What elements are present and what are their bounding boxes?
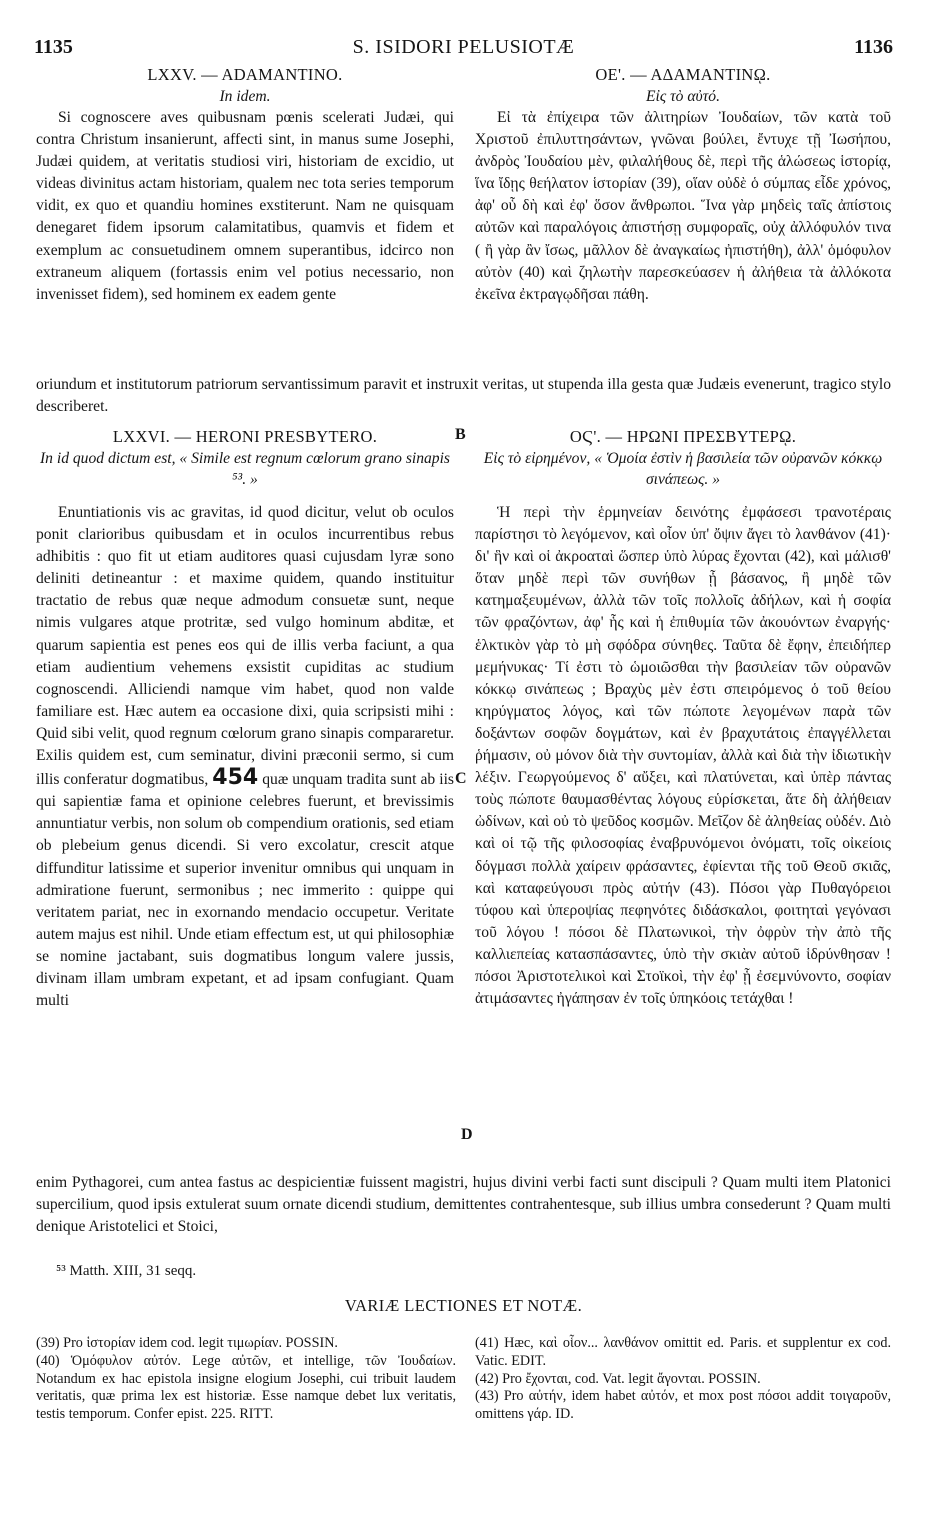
greek-column-upper (475, 64, 891, 306)
latin-column-lower (36, 426, 454, 1012)
letter-os-subtitle: Εἰς τὸ εἰρημένον, « Ὁμοία ἐστὶν ἡ βασιλεία τῶν οὐρανῶν κόκκῳ σινάπεως. » (483, 450, 883, 488)
margin-letter-b: B (455, 426, 466, 443)
note-43: (43) Pro αὐτήν, idem habet αὐτόν, et mox post πόσοι addit τοιγαροῦν, omittens γάρ. ID. (475, 1388, 891, 1423)
letter-lxxvi-title: LXXVI. — HERONI PRESBYTERO. (112, 427, 378, 446)
page-number-left: 1135 (34, 36, 73, 58)
letter-lxxv-latin-text: Si cognoscere aves quibusnam pœnis scelerati Judæi, qui contra Christum insanierunt, affecti sint, in manus sume Josephi, Judæi quidem, at veritatis studiosi viri, historiam de excidio, ut videas divinitus actam historiam, qualem nec tota series temporum vidit, ex quo et quandiu homines exstiterunt. Nam ne quisquam denegaret fidem ipsorum calamitatibus, quamvis et fidem et exemplum ac consuetudinem omnem superantibus, idcirco non extraneum aliquem (fortassis enim vel potius necessario, non invenisset fidem), sed hominem ex eadem gente (36, 109, 454, 303)
latin-text-part-b: quæ unquam tradita sunt ab iis qui sapientiæ fama et opinione celebres fuerunt, et brevissimis annuntiatur verbis, non solum ob compendium orationis, sed etiam ob plebeium genus dicendi. Si vero excolatur, crescit atque diffunditur latissime et superior invenitur omnibus qui unquam in admiratione fuerunt, sermonibus ; nec immerito : quippe qui veritatem pariat, nec in exornando mendacio occupetur. Veritate autem majus est nihil. Unde etiam effectum est, ut qui philosophiæ se nomine jactabant, suis dogmatibus longum valere jussis, divinam illam umbram expetant, et ad ipsam confugiant. Quam multi (36, 771, 454, 1010)
letter-lxxvi-subtitle: In id quod dictum est, « Simile est regnum cœlorum grano sinapis ⁵³. » (39, 450, 451, 488)
running-title: S. ISIDORI PELUSIOTÆ (352, 36, 575, 58)
note-41: (41) Hæc, καὶ οἷον... λανθάνον omittit ed. Paris. et supplentur ex cod. Vatic. EDIT. (475, 1335, 891, 1369)
letter-os-greek-text: Ἡ περὶ τὴν ἑρμηνείαν δεινότης ἐμφάσεσι τρανοτέραις παρίστησι τὸ λεγόμενον, καὶ οἷον ὑπ' ὄψιν ἄγει τὸ λανθάνον (41)· δι' ἣν καὶ οἱ ἀκροαταὶ ὥσπερ ὑπὸ λύρας ἔχονται (42), καὶ μάλισθ' ὅταν μηδὲ περὶ τῶν συνήθων ᾖ βάσανος, ἢ μηδὲ τῶν κατημαξευμένων, ἀλλὰ τῶν τοῖς πολλοῖς ἀδήλων, καὶ ἡ σοφία τῶν φραζόντων, ἀφ' ἧς καὶ ἡ ἐπιθυμία τῶν ἀκουόντων ἐναργής· ἑλκτικὸν γὰρ τὸ μὴ σφόδρα σύνηθες. Ταῦτα δὲ ἔφην, ἐπειδήπερ μεμήνυκας· Τί ἐστι τὸ ὡμοιῶσθαι τὴν βασιλείαν τῶν οὐρανῶν κόκκῳ σινάπεως ; Βραχὺς μὲν ἐστι σπειρόμενος ὁ τοῦ θείου κηρύγματος λόγος, καὶ τῶν πώποτε λεγομένων παρὰ τῶν δοξάντων σοφῶν δογμάτων, καὶ ἐν βραχυτάτοις ἐπαγγέλλεται ῥήμασιν, οὐ μόνον διὰ τὴν συντομίαν, ἀλλὰ καὶ διὰ τὴν ἰδιωτικὴν λέξιν. Γεωργούμενος δ' αὔξει, καὶ πλατύνεται, καὶ ὑπὲρ πάντας τοὺς πώποτε θαυμασθέντας λόγους εὑρίσκεται, ἅτε δὴ ἀλήθειαν ὠδίνων, καὶ οὐ τὸ ψεῦδος κοσμῶν. Μεῖζον δὲ ἀληθείας οὐδέν. Διὸ καὶ οἱ τῷ τῆς φιλοσοφίας ἐναβρυνόμενοι ὀνόματι, τοῖς οἰκείοις δόγμασι πολλὰ χαίρειν φράσαντες, ἐφίενται τῆς τοῦ Θεοῦ σκιᾶς, καὶ καταφεύγουσι πρὸς αὐτήν (43). Πόσοι γὰρ Πυθαγόρειοι τύφου καὶ ὑπεροψίας πεφηνότες διδάσκαλοι, φοιτηταὶ γεγόνασι τοῦ λόγου ! πόσοι δὲ Πλατωνικοὶ, τὴν ὀφρὺν τὴν ἀπὸ τῆς καλλιεπείας κατασπάσαντες, ὑπὸ τὴν σκιὰν αὐτοῦ ἱδρύνθησαν ! πόσοι Ἀριστοτελικοὶ καὶ Στοϊκοὶ, τὴν ἐφ' ᾗ ἐσεμνύνοντο, σοφίαν ἀτιμάσαντες ἠγάπησαν ἐν τοῖς ὑπηκόοις τετάχθαι ! (475, 504, 891, 1008)
full-width-continuation-2: enim Pythagorei, cum antea fastus ac despicientiæ fuissent magistri, hujus divini verbi facti sunt discipuli ? Quam multi item Platonici supercilium, quod ipsis extulerat suum ornate dicendi studium, demittentes contrahentesque, sub illius umbra consederunt ? Quam multi denique Aristotelici et Stoici, (36, 1174, 891, 1236)
notes-column-right (475, 1335, 891, 1424)
note-40: (40) Ὁμόφυλον αὐτόν. Lege αὐτῶν, et intellige, τῶν Ἰουδαίων. Notandum ex hac epistola insigne elogium Josephi, cui tribuit laudem veritatis, quæ prima lex est historiæ. Esse namque debet lux veritatis, testis temporum. Confer epist. 225. RITT. (36, 1352, 456, 1423)
letter-lxxv-subtitle: In idem. (219, 88, 271, 105)
note-42: (42) Pro ἔχονται, cod. Vat. legit ἄγονται. POSSIN. (475, 1370, 761, 1387)
letter-lxxv-title: LXXV. — ADAMANTINO. (147, 65, 343, 84)
latin-text-part-a: Enuntiationis vis ac gravitas, id quod dicitur, velut ob oculos ponit clarioribus quibusdam et in oculos incurrentibus rebus adhibitis : quo fit ut etiam auditores quasi cujusdam lyræ sono deliniti detineantur : et maxime quidem, quando instituitur tractatio de rebus quæ neque admodum consuetæ sunt, neque nimis vulgares atque protritæ, sed vulgo hominum abditæ, et quarum sapientia est penes eos qui de illis verba faciunt, a qua etiam audientium vehemens exsistit cupiditas ac studium cognoscendi. Alliciendi namque vim habet, quod non valde familiare est. Hæc autem ea occasione dixi, quia scripsisti mihi : Quid sibi velit, quod regnum cœlorum grano sinapis compararetur. Exilis quidem est, cum seminatur, divini præconii sermo, si cum illis conferatur dogmatibus, (36, 504, 454, 789)
margin-letter-d: D (461, 1126, 473, 1143)
margin-letter-c: C (455, 770, 467, 787)
footnote: ⁵³ Matth. XIII, 31 seqq. (56, 1263, 197, 1279)
notes-column-left (36, 1335, 456, 1424)
letter-lxxvi-latin-text (36, 502, 454, 1012)
latin-column-upper (36, 64, 454, 306)
page-header (34, 36, 893, 62)
greek-column-lower (475, 426, 891, 1010)
letter-oe-title: ΟΕ'. — ΑΔΑΜΑΝΤΙΝῼ. (595, 65, 771, 84)
notes-title: VARIÆ LECTIONES ET NOTÆ. (344, 1296, 583, 1315)
note-39: (39) Pro ἱστορίαν idem cod. legit τιμωρίαν. POSSIN. (36, 1335, 338, 1351)
letter-oe-subtitle: Εἰς τὸ αὐτό. (646, 88, 720, 105)
inline-page-number: 454 (212, 765, 259, 791)
full-width-continuation-1: oriundum et institutorum patriorum servantissimum paravit et instruxit veritas, ut stupenda illa gesta quæ Judæis evenerunt, tragico stylo describeret. (36, 376, 891, 416)
page-number-right: 1136 (854, 36, 893, 58)
letter-oe-greek-text: Εἰ τὰ ἐπίχειρα τῶν ἀλιτηρίων Ἰουδαίων, τῶν κατὰ τοῦ Χριστοῦ ἐπιλυττησάντων, γνῶναι βούλει, ἔντυχε τῇ Ἰωσήπου, ἀνδρὸς Ἰουδαίου μὲν, φιλαλήθους δὲ, περὶ τῆς ἁλώσεως ἱστορίᾳ, ἵνα ἴδῃς θεήλατον ἱστορίαν (39), οἵαν οὐδὲ ὁ σύμπας εἶδε χρόνος, ἀφ' οὗ δὴ καὶ ἐφ' ὅσον ἄνθρωποι. Ἵνα γὰρ μηδεὶς ταῖς ἀπίστοις αὐτῶν καὶ παραλόγοις ἀπιστήσῃ συμφοραῖς, οὐχ ἀλλόφυλόν τινα ( ἢ γὰρ ἂν ἴσως, μᾶλλον δὲ ἀναγκαίως ἠπιστήθη), ἀλλ' ὁμόφυλον αὐτὸν (40) καὶ ζηλωτὴν παρεσκεύασεν ἡ ἀλήθεια τὰ ἀλλόκοτα ἐκεῖνα ἐκτραγῳδῆσαι πάθη. (475, 109, 891, 303)
letter-os-title: ΟϚ'. — ΗΡΩΝΙ ΠΡΕΣΒΥΤΕΡῼ. (569, 427, 797, 446)
